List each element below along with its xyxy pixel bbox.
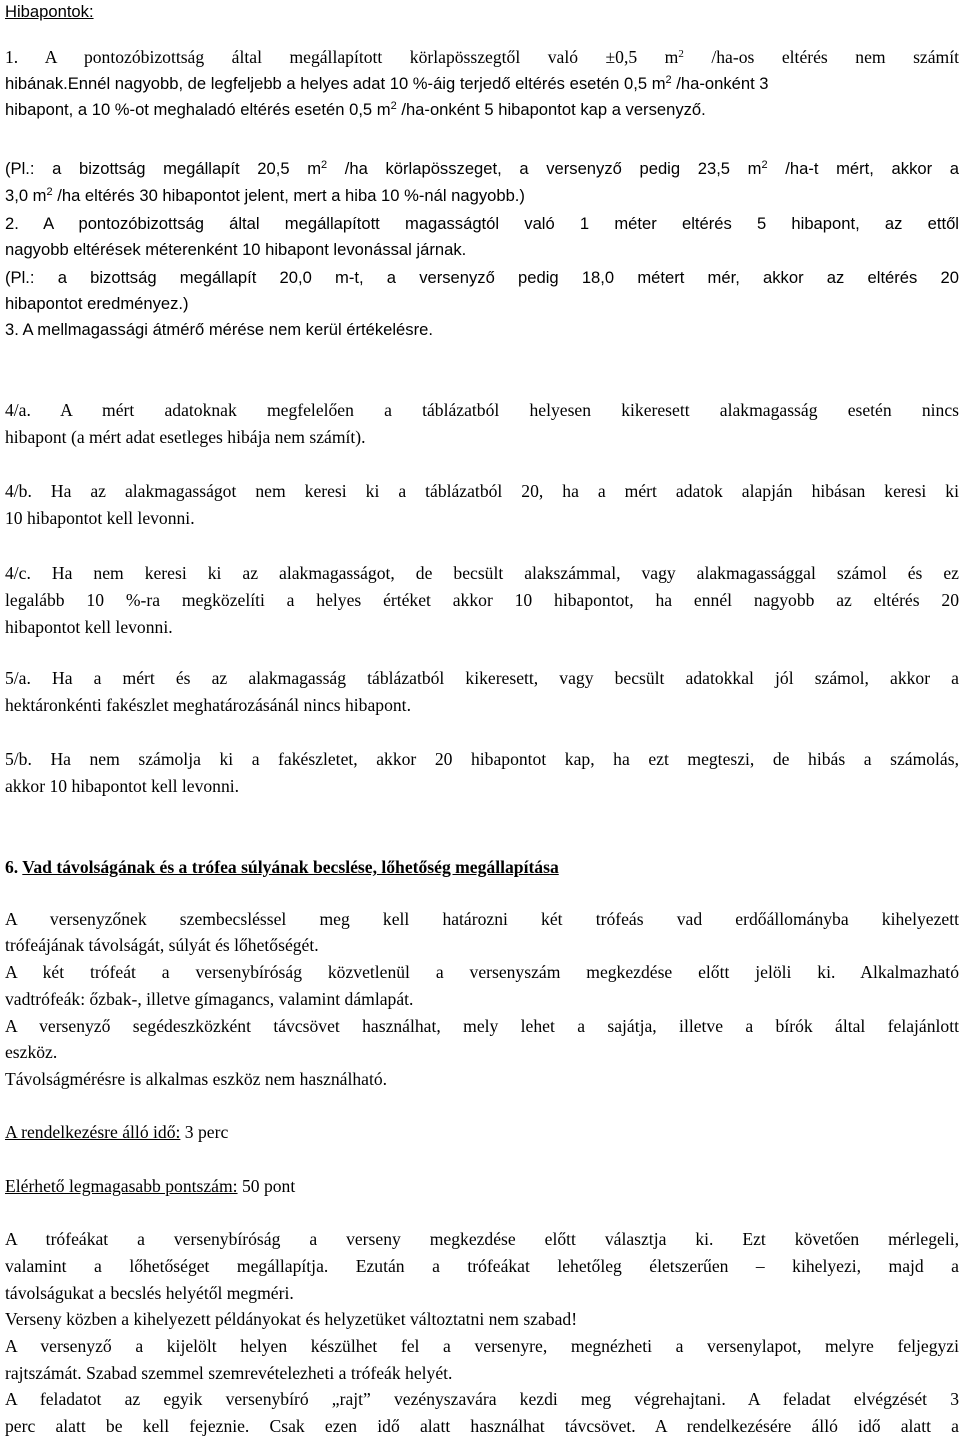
text-line: hibapont, a 10 %-ot meghaladó eltérés esetén 0,5 $m^2$ /ha-onként 5 hibapontot kap a versenyző. [5, 100, 706, 119]
text-line: 2. A pontozóbizottság által megállapított magasságtól való 1 méter eltérés 5 hibapont, az ettől [5, 214, 959, 233]
text-line: (Pl.: a bizottság megállapít 20,5 $m^2$ /ha körlapösszeget, a versenyző pedig 23,5 $m^2$ /ha-t mért, akkor a [5, 159, 959, 178]
text-line: 3,0 $m^2$ /ha eltérés 30 hibapontot jelent, mert a hiba 10 %-nál nagyobb.) [5, 186, 525, 205]
section-6-heading [5, 855, 959, 881]
text-line: legalább 10 %-ra megközelíti a helyes értéket akkor 10 hibapontot, ha ennél nagyobb az eltérés 20 [5, 590, 959, 610]
section-number: 6. [5, 857, 19, 877]
text-line: A versenyzőnek szembecsléssel meg kell határozni két trófeás vad erdőállományba kihelyezett [5, 909, 959, 929]
text-line: 3. A mellmagassági átmérő mérése nem kerül értékelésre. [5, 320, 433, 339]
section-title: Vad távolságának és a trófea súlyának becslése, lőhetőség megállapítása [22, 857, 559, 877]
text-line: 5/b. Ha nem számolja ki a fakészletet, akkor 20 hibapontot kap, ha ezt megteszi, de hibás a számolás, [5, 749, 959, 769]
text-line: akkor 10 hibapontot kell levonni. [5, 776, 240, 796]
text-line: 4/c. Ha nem keresi ki az alakmagasságot, de becsült alakszámmal, vagy alakmagassággal számol és ez [5, 563, 959, 583]
text-line: valamint a lőhetőséget megállapítja. Ezután a trófeákat lehetőleg életszerűen – kihelyezi, majd a [5, 1256, 959, 1276]
max-score-label: Elérhető legmagasabb pontszám: [5, 1176, 238, 1196]
text-line: hektáronkénti fakészlet meghatározásánál nincs hibapont. [5, 695, 411, 715]
text-line: A versenyző segédeszközként távcsövet használhat, mely lehet a sajátja, illetve a bírók által felajánlott [5, 1016, 959, 1036]
text-line: hibapontot kell levonni. [5, 617, 173, 637]
time-available-label: A rendelkezésre álló idő: [5, 1122, 181, 1142]
max-score-value: 50 pont [241, 1176, 296, 1196]
text-line: A feladatot az egyik versenybíró „rajt” vezényszavára kezdi meg végrehajtani. A feladat elvégzését 3 [5, 1389, 959, 1409]
time-available [5, 1120, 959, 1146]
time-available-value: 3 perc [184, 1122, 229, 1142]
text-line: 4/a. A mért adatoknak megfelelően a táblázatból helyesen kikeresett alakmagasság esetén nincs [5, 400, 959, 420]
text-line: 4/b. Ha az alakmagasságot nem keresi ki a táblázatból 20, ha a mért adatok alapján hibásan keresi ki [5, 481, 959, 501]
text-line: hibapont (a mért adat esetleges hibája nem számít). [5, 427, 366, 447]
text-line: A két trófeát a versenybíróság közvetlenül a versenyszám megkezdése előtt jelöli ki. Alkalmazható [5, 962, 959, 982]
max-score [5, 1174, 959, 1200]
text-line: 1. A pontozóbizottság által megállapított körlapösszegtől való ±0,5 $m^2$ /ha-os eltérés nem számít [5, 47, 959, 67]
text-line: hibapontot eredményez.) [5, 294, 189, 313]
text-line: vadtrófeák: őzbak-, illetve gímagancs, valamint dámlapát. [5, 989, 414, 1009]
text-line: távolságukat a becslés helyétől megméri. [5, 1283, 294, 1303]
text-line: A trófeákat a versenybíróság a verseny megkezdése előtt választja ki. Ezt követően mérlegeli, [5, 1229, 959, 1249]
text-line: eszköz. [5, 1042, 58, 1062]
text-line: Verseny közben a kihelyezett példányokat és helyzetüket változtatni nem szabad! [5, 1309, 578, 1329]
text-line: A versenyző a kijelölt helyen készülhet fel a versenyre, megnézheti a versenylapot, melyre feljegyzi [5, 1336, 959, 1356]
text-line: Távolságmérésre is alkalmas eszköz nem használható. [5, 1069, 388, 1089]
text-line: nagyobb eltérések méterenként 10 hibapont levonással járnak. [5, 240, 467, 259]
text-line: 5/a. Ha a mért és az alakmagasság táblázatból kikeresett, vagy becsült adatokkal jól számol, akkor a [5, 668, 959, 688]
text-line: rajtszámát. Szabad szemmel szemrevételezheti a trófeák helyét. [5, 1363, 453, 1383]
text-line: (Pl.: a bizottság megállapít 20,0 m-t, a versenyző pedig 18,0 métert mér, akkor az eltérés 20 [5, 268, 959, 287]
hibapontok-heading: Hibapontok: [5, 2, 94, 21]
text-line: trófeájának távolságát, súlyát és lőhetőségét. [5, 935, 319, 955]
text-line: hibának.Ennél nagyobb, de legfeljebb a helyes adat 10 %-áig terjedő eltérés esetén 0,5 $m^2$ /ha-onként 3 [5, 74, 769, 93]
text-line: 10 hibapontot kell levonni. [5, 508, 195, 528]
text-line: perc alatt be kell fejeznie. Csak ezen idő alatt használhat távcsövet. A rendelkezésére álló idő alatt a [5, 1416, 959, 1436]
